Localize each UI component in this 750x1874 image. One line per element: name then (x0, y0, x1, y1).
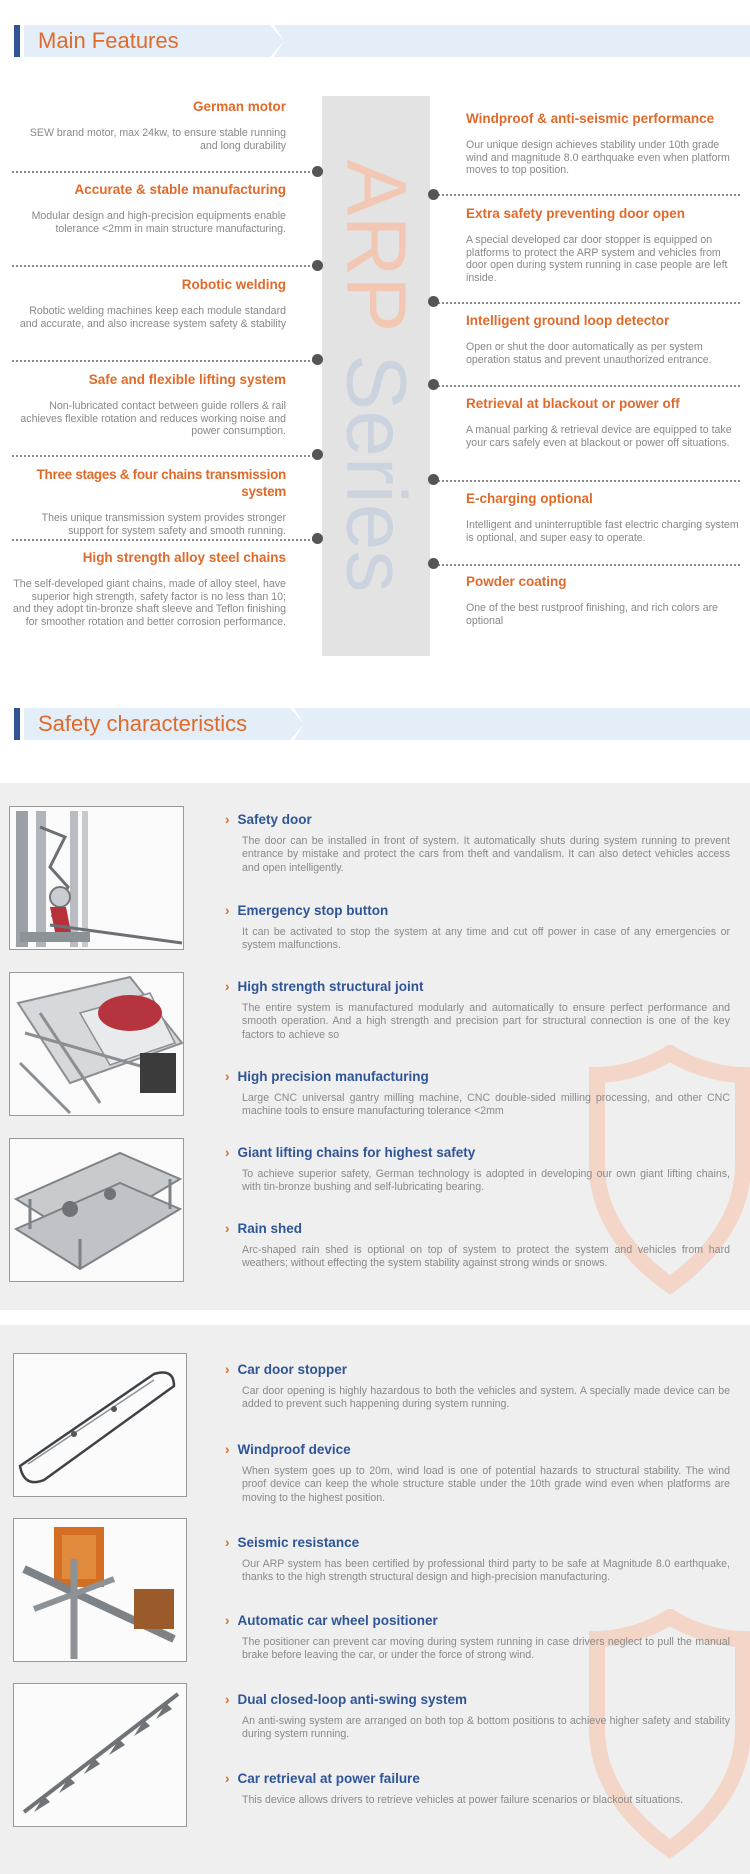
safety-title: Safety characteristics (38, 711, 248, 736)
feature-e-charging (466, 490, 742, 544)
chevron-right-icon: › (225, 1692, 230, 1707)
feature-title: Retrieval at blackout or power off (466, 396, 680, 411)
feature-title: German motor (192, 99, 286, 114)
item-desc: Arc-shaped rain shed is optional on top of system to protect the system and vehicles from hard weathers; without effecting the system stability against strong winds or snows. (242, 1244, 730, 1270)
chevron-right-icon: › (225, 1535, 230, 1550)
safety-item-seismic-resistance (225, 1534, 730, 1585)
safety-item-anti-swing (225, 1691, 730, 1742)
item-title: Emergency stop button (237, 903, 389, 918)
item-title: High strength structural joint (237, 979, 424, 994)
safety-item-structural-joint (225, 978, 730, 1042)
feature-desc: Our unique design achieves stability under 10th grade wind and magnitude 8.0 earthquake even when platform moves to top position. (466, 139, 730, 177)
timeline-dot-icon (312, 533, 323, 544)
safety-panel-2 (0, 1325, 750, 1874)
feature-desc: Intelligent and uninterruptible fast electric charging system is optional, and super easy to operate. (466, 519, 739, 544)
feature-title: Powder coating (466, 574, 567, 589)
feature-desc: Theis unique transmission system provides stronger support for system safety and smooth running. (41, 512, 286, 537)
feature-robotic-welding (12, 276, 286, 330)
arp-series-text: ARP Series (329, 159, 424, 593)
item-desc: The positioner can prevent car moving during system running in case drivers neglect to pull the manual brake before leaving the car, or under the force of strong wind. (242, 1636, 730, 1662)
divider (434, 385, 740, 387)
chevron-right-icon: › (225, 1221, 230, 1236)
feature-desc: Open or shut the door automatically as per system operation status and prevent unauthorized entrance. (466, 341, 712, 366)
header-chevron-tail-icon (274, 25, 288, 57)
feature-accurate-manufacturing (12, 181, 286, 235)
item-desc: An anti-swing system are arranged on both top & bottom positions to achieve higher safety and stability during system running. (242, 1715, 730, 1741)
divider (12, 265, 318, 267)
safety-door-image (9, 806, 184, 950)
item-title: Car door stopper (237, 1362, 348, 1377)
timeline-dot-icon (312, 260, 323, 271)
item-title: High precision manufacturing (237, 1069, 429, 1084)
header-chevron-tail-icon (294, 708, 308, 740)
chevron-right-icon: › (225, 1771, 230, 1786)
timeline-dot-icon (312, 449, 323, 460)
feature-transmission-system (12, 466, 286, 537)
main-features-title: Main Features (38, 28, 179, 53)
timeline-dot-icon (428, 379, 439, 390)
chevron-right-icon: › (225, 1613, 230, 1628)
divider (434, 194, 740, 196)
feature-windproof (466, 110, 742, 177)
safety-item-emergency-stop (225, 902, 730, 953)
windproof-device-image (13, 1518, 187, 1662)
lifting-chains-image (9, 1138, 184, 1282)
item-desc: When system goes up to 20m, wind load is one of potential hazards to structural stability. The wind proof device can keep the whole structure stable under the 10th grade wind even when platforms are moving to the highest position. (242, 1465, 730, 1504)
item-title: Rain shed (237, 1221, 303, 1236)
safety-item-precision-manufacturing (225, 1068, 730, 1119)
timeline-dot-icon (428, 558, 439, 569)
safety-header (0, 705, 750, 743)
item-title: Seismic resistance (237, 1535, 360, 1550)
chevron-right-icon: › (225, 1145, 230, 1160)
safety-item-safety-door (225, 811, 730, 875)
feature-title: Accurate & stable manufacturing (74, 182, 286, 197)
header-bar-tail (308, 708, 750, 740)
feature-powder-coating (466, 573, 742, 627)
item-title: Safety door (237, 812, 312, 827)
header-accent-bar (14, 25, 20, 57)
item-desc: This device allows drivers to retrieve vehicles at power failure scenarios or blackout situations. (242, 1794, 684, 1806)
feature-desc: Non-lubricated contact between guide rollers & rail achieves flexible rotation and reduces working noise and power consumption. (20, 400, 286, 438)
feature-title: Extra safety preventing door open (466, 206, 686, 221)
divider (12, 539, 318, 541)
safety-item-car-door-stopper (225, 1361, 730, 1412)
divider (12, 360, 318, 362)
feature-title: High strength alloy steel chains (82, 550, 286, 565)
item-title: Car retrieval at power failure (237, 1771, 420, 1786)
feature-blackout-retrieval (466, 395, 742, 449)
header-bar-tail (288, 25, 750, 57)
safety-item-rain-shed (225, 1220, 730, 1271)
item-desc: Large CNC universal gantry milling machine, CNC double-sided milling processing, and other CNC machine tools to ensure manufacturing tolerance <2mm (242, 1092, 730, 1118)
item-title: Automatic car wheel positioner (237, 1613, 438, 1628)
feature-desc: A manual parking & retrieval device are equipped to take your cars safely even at blackout or power off situations. (466, 424, 732, 449)
header-accent-bar (14, 708, 20, 740)
divider (12, 455, 318, 457)
safety-item-lifting-chains (225, 1144, 730, 1195)
timeline-dot-icon (428, 474, 439, 485)
chevron-right-icon: › (225, 812, 230, 827)
chevron-right-icon: › (225, 1069, 230, 1084)
structural-joint-image (9, 972, 184, 1116)
feature-title: Three stages & four chains transmission system (36, 467, 286, 499)
chevron-right-icon: › (225, 1442, 230, 1457)
chevron-right-icon: › (225, 1362, 230, 1377)
item-desc: Car door opening is highly hazardous to both the vehicles and system. A specially made device can be added to prevent such happening during system running. (242, 1385, 730, 1411)
feature-title: Safe and flexible lifting system (88, 372, 286, 387)
timeline-dot-icon (312, 166, 323, 177)
feature-title: Robotic welding (181, 277, 286, 292)
divider (434, 564, 740, 566)
chevron-right-icon: › (225, 979, 230, 994)
safety-item-windproof-device (225, 1441, 730, 1505)
feature-desc: Robotic welding machines keep each module standard and accurate, and also increase system safety & stability (19, 305, 286, 330)
feature-desc: SEW brand motor, max 24kw, to ensure stable running and long durability (29, 127, 286, 152)
main-features-header (0, 22, 750, 60)
feature-desc: Modular design and high-precision equipments enable tolerance <2mm in main structure manufacturing. (31, 210, 286, 235)
item-desc: It can be activated to stop the system at any time and cut off power in case of any emergencies or system malfunctions. (242, 926, 730, 952)
feature-desc: The self-developed giant chains, made of alloy steel, have superior high strength, safety factor is no less than 10; and they adopt tin-bronze shaft sleeve and Teflon finishing for smoother rotation and better corrosion performance. (12, 578, 286, 628)
item-desc: The entire system is manufactured modularly and automatically to ensure perfect performance and smooth operation. And a high strength and precision part for structural connection is one of the key factors to achieve so (242, 1002, 730, 1041)
item-title: Windproof device (237, 1442, 351, 1457)
safety-item-wheel-positioner (225, 1612, 730, 1663)
feature-german-motor (12, 98, 286, 152)
timeline-dot-icon (312, 354, 323, 365)
feature-door-safety (466, 205, 742, 284)
arp-series-strip (322, 96, 430, 656)
safety-item-power-failure-retrieval (225, 1770, 730, 1807)
item-desc: The door can be installed in front of system. It automatically shuts during system running to prevent entrance by mistake and protect the cars from theft and vandalism. It can also detect vehicles access and open intelligently. (242, 835, 730, 874)
divider (434, 480, 740, 482)
item-title: Dual closed-loop anti-swing system (237, 1692, 468, 1707)
feature-title: E-charging optional (466, 491, 593, 506)
item-title: Giant lifting chains for highest safety (237, 1145, 476, 1160)
item-desc: Our ARP system has been certified by professional third party to be safe at Magnitude 8.0 earthquake, thanks to the high strength structural design and high-precision manufacturing. (242, 1558, 730, 1584)
timeline-dot-icon (428, 189, 439, 200)
feature-title: Windproof & anti-seismic performance (466, 111, 715, 126)
chevron-right-icon: › (225, 903, 230, 918)
anti-swing-image (13, 1683, 187, 1827)
car-door-stopper-image (13, 1353, 187, 1497)
safety-panel-1 (0, 783, 750, 1310)
feature-lifting-system (12, 371, 286, 438)
item-desc: To achieve superior safety, German technology is adopted in developing our own giant lifting chains, with tin-bronze bushing and self-lubricating bearing. (242, 1168, 730, 1194)
divider (434, 302, 740, 304)
feature-desc: One of the best rustproof finishing, and rich colors are optional (466, 602, 719, 627)
feature-title: Intelligent ground loop detector (466, 313, 670, 328)
divider (12, 171, 318, 173)
feature-desc: A special developed car door stopper is equipped on platforms to protect the ARP system and vehicles from door open during system running in case people are left inside. (466, 234, 728, 284)
feature-alloy-chains (12, 549, 286, 628)
timeline-dot-icon (428, 296, 439, 307)
feature-ground-loop (466, 312, 742, 366)
